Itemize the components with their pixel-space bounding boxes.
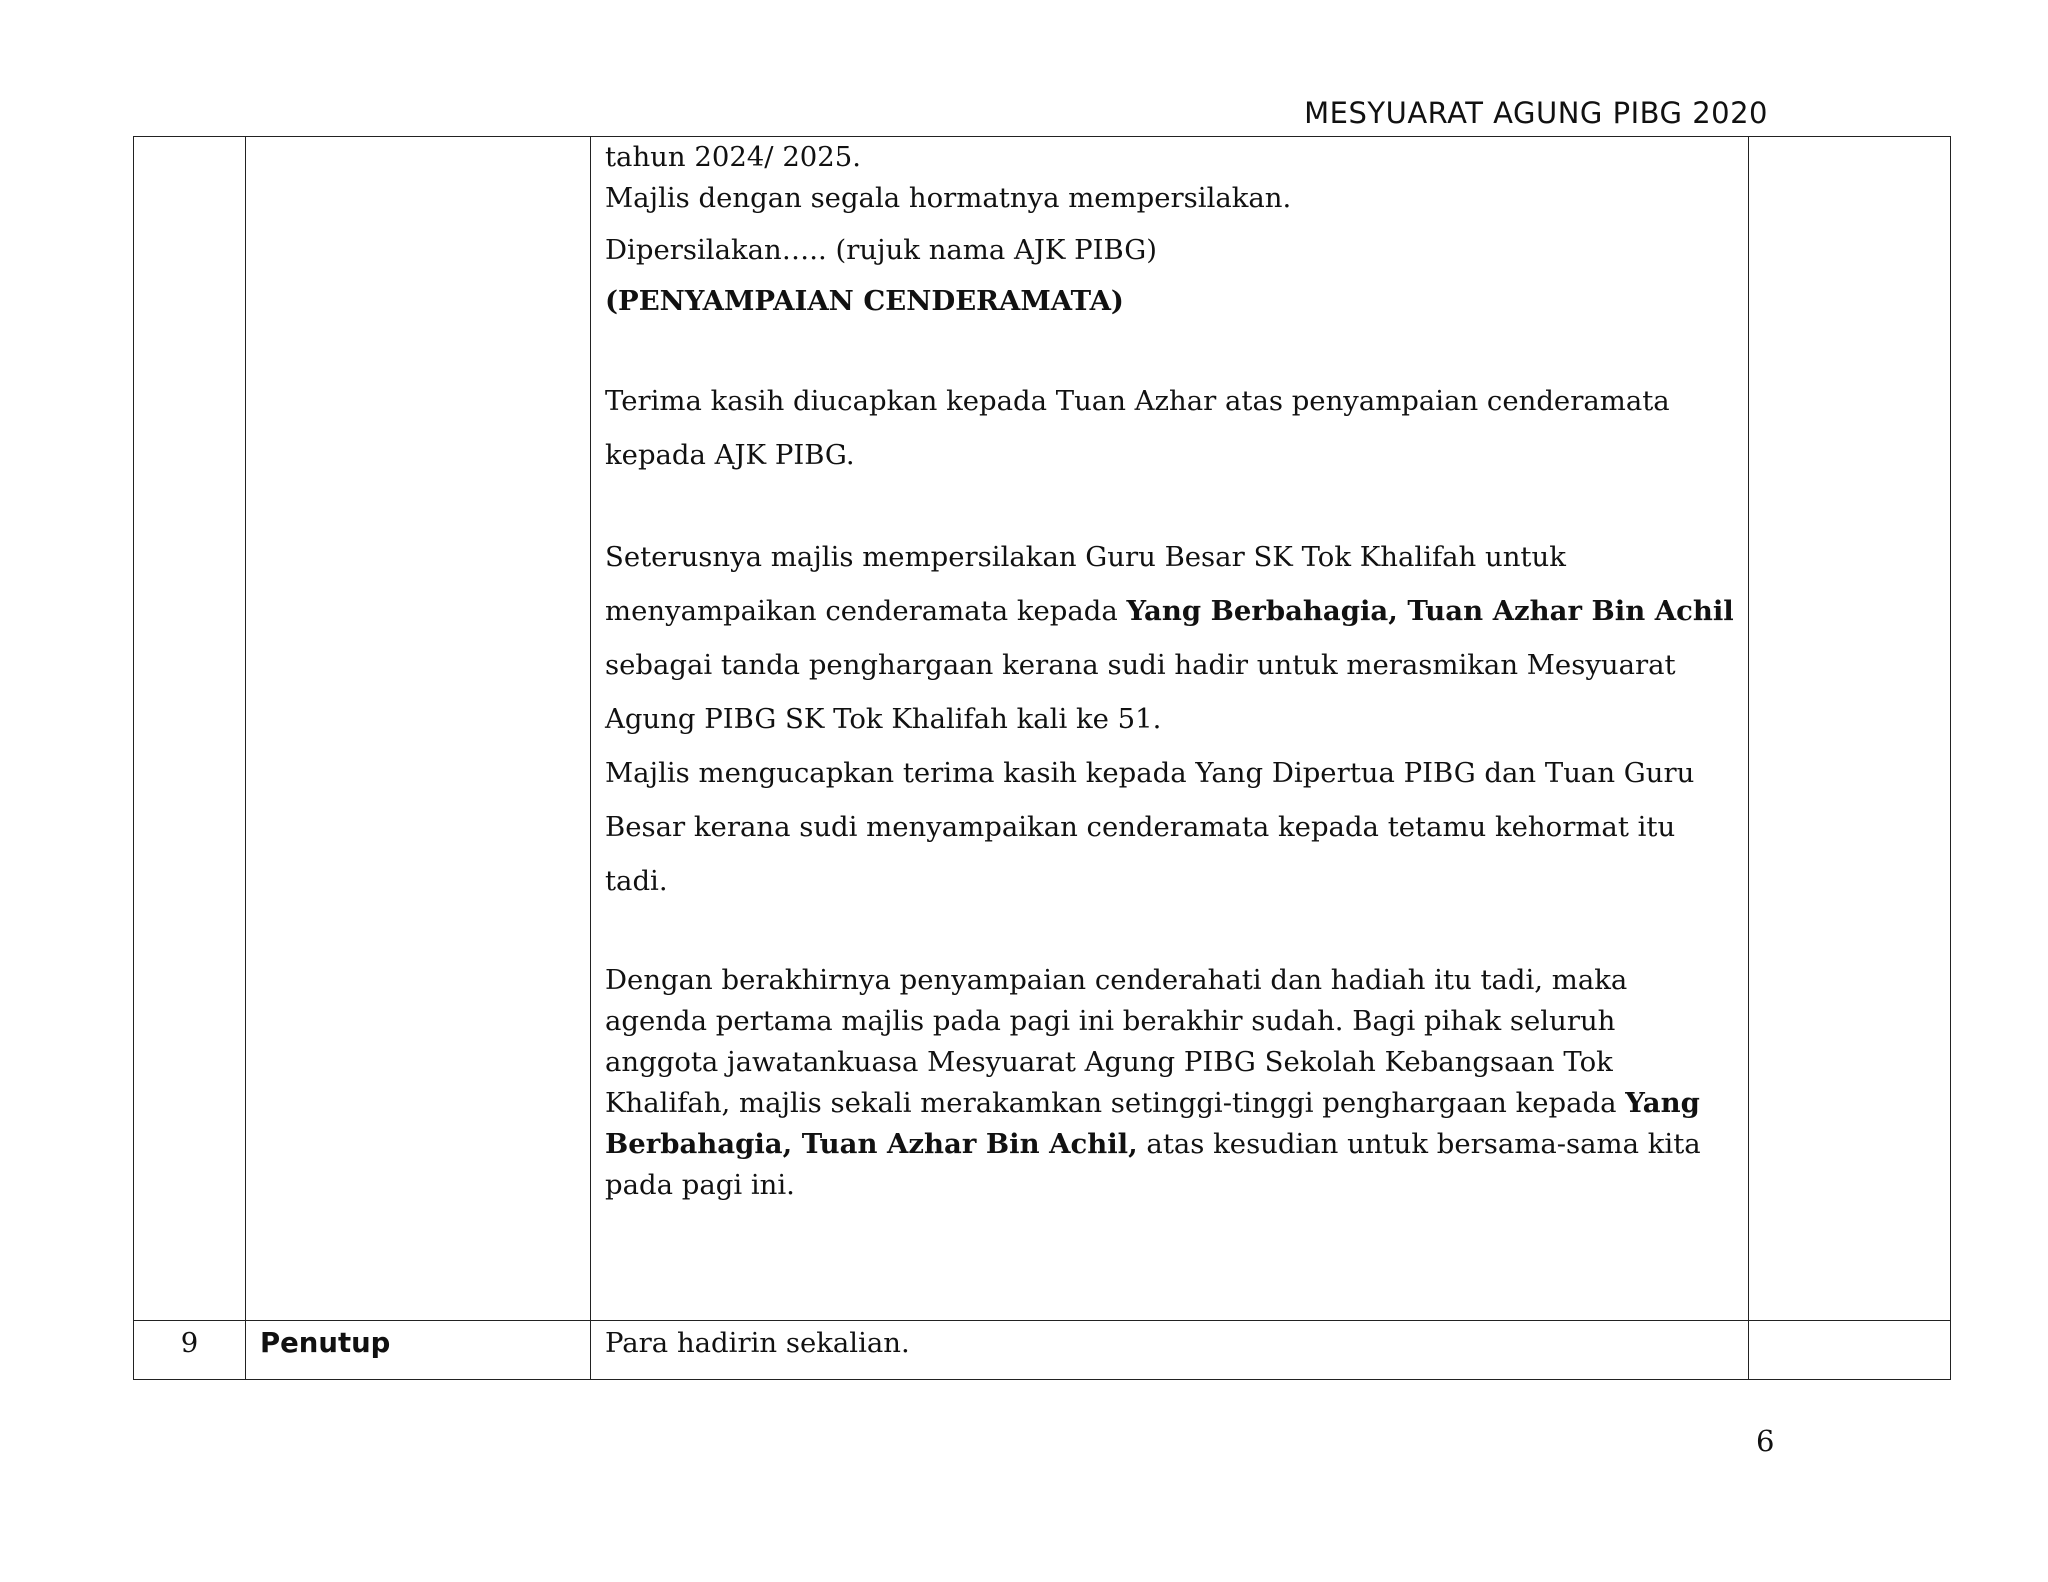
content-line: Dipersilakan….. (rujuk nama AJK PIBG) bbox=[605, 233, 1157, 266]
content-line: Majlis dengan segala hormatnya mempersilakan. bbox=[605, 182, 1292, 215]
content-line: tahun 2024/ 2025. bbox=[605, 141, 862, 173]
item-label: Penutup bbox=[246, 1321, 591, 1380]
section-heading: (PENYAMPAIAN CENDERAMATA) bbox=[605, 284, 1124, 317]
agenda-table bbox=[133, 136, 1951, 1380]
table-row bbox=[134, 137, 1951, 1321]
item-content: Para hadirin sekalian. bbox=[591, 1321, 1749, 1380]
item-number: 9 bbox=[134, 1321, 246, 1380]
item-content-cell bbox=[591, 137, 1749, 1321]
content-paragraph: Terima kasih diucapkan kepada Tuan Azhar atas penyampaian cenderamata kepada AJK PIBG. bbox=[605, 385, 1670, 471]
page-header-title: MESYUARAT AGUNG PIBG 2020 bbox=[1304, 96, 1768, 130]
page-number: 6 bbox=[1756, 1424, 1775, 1458]
table-row bbox=[134, 1321, 1951, 1380]
content-paragraph: Seterusnya majlis mempersilakan Guru Besar SK Tok Khalifah untuk menyampaikan cenderamata kepada Yang Berbahagia, Tuan Azhar Bin Achil sebagai tanda penghargaan kerana sudi hadir untuk merasmikan Mesyuarat Agung PIBG SK Tok Khalifah kali ke 51. bbox=[605, 541, 1734, 735]
content-paragraph: Dengan berakhirnya penyampaian cenderahati dan hadiah itu tadi, maka agenda pertama majlis pada pagi ini berakhir sudah. Bagi pihak seluruh anggota jawatankuasa Mesyuarat Agung PIBG Sekolah Kebangsaan Tok Khalifah, majlis sekali merakamkan setinggi-tinggi penghargaan kepada Yang Berbahagia, Tuan Azhar Bin Achil, atas kesudian untuk bersama-sama kita pada pagi ini. bbox=[605, 964, 1701, 1201]
item-notes-cell bbox=[1749, 137, 1951, 1321]
content-paragraph: Majlis mengucapkan terima kasih kepada Yang Dipertua PIBG dan Tuan Guru Besar kerana sudi menyampaikan cenderamata kepada tetamu kehormat itu tadi. bbox=[605, 757, 1695, 897]
item-number-cell bbox=[134, 137, 246, 1321]
item-notes-cell bbox=[1749, 1321, 1951, 1380]
item-label-cell bbox=[246, 137, 591, 1321]
